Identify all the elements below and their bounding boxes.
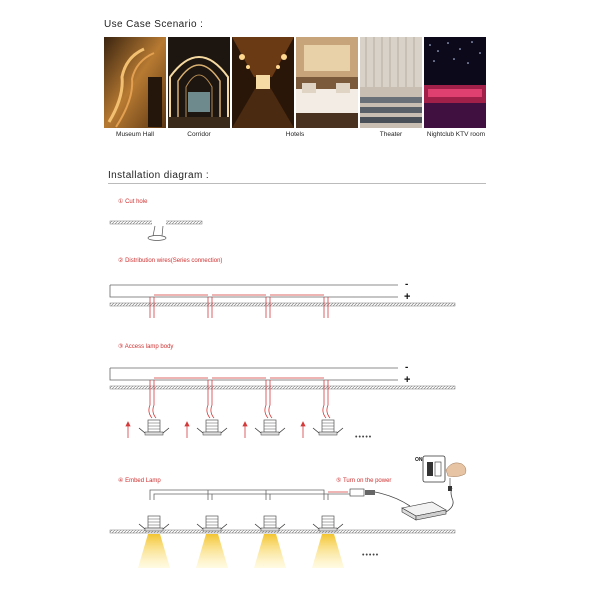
plus-sign: +	[404, 291, 411, 303]
caption-nightclub-ktv: Nightclub KTV room	[426, 131, 486, 138]
power-switch-icon	[415, 456, 445, 482]
connector-icon	[350, 489, 364, 496]
series-wires-step2	[150, 295, 328, 318]
minus-sign: -	[405, 279, 409, 290]
step-5-text: Turn on the power	[342, 478, 392, 484]
caption-corridor: Corridor	[187, 131, 211, 138]
lamps-step3	[139, 420, 343, 435]
switch-on-label: ON	[415, 457, 423, 463]
plus-sign-step3: +	[404, 374, 411, 386]
step-1-label	[118, 198, 148, 205]
step-3-label	[118, 343, 173, 350]
hand-icon	[446, 463, 466, 477]
step-3-text: Access lamp body	[124, 344, 174, 350]
more-lamps-dots-step4: •••••	[362, 552, 380, 559]
step-5-number: ⑤	[336, 478, 342, 484]
step-2-number: ②	[118, 258, 124, 264]
ceiling-board-step3	[110, 386, 455, 389]
step-5-label	[336, 477, 391, 484]
caption-museum-hall: Museum Hall	[116, 131, 154, 138]
caption-hotels: Hotels	[285, 131, 305, 138]
step-1-text: Cut hole	[125, 199, 148, 205]
embedded-lamps	[139, 516, 343, 531]
step-1-number: ①	[118, 199, 124, 205]
step-4-number: ④	[118, 478, 124, 484]
more-lamps-dots-step3: •••••	[355, 434, 373, 441]
step-4-label	[118, 477, 161, 484]
installation-title: Installation diagram :	[108, 170, 210, 181]
use-case-title: Use Case Scenario :	[104, 19, 204, 30]
cut-hole	[152, 220, 166, 225]
harness-step4	[150, 490, 350, 500]
step-2-label	[118, 257, 222, 264]
connector-plug	[365, 490, 375, 495]
step-4-text: Embed Lamp	[125, 478, 161, 484]
caption-theater: Theater	[379, 131, 403, 138]
ceiling-board-step2	[110, 303, 455, 306]
light-beams	[138, 534, 344, 568]
step-3-number: ③	[118, 344, 124, 350]
step-2-text: Distribution wires(Series connection)	[125, 258, 223, 264]
minus-sign-step3: -	[405, 362, 409, 373]
lamp-wires-step3	[149, 378, 330, 418]
hole-saw-icon	[153, 226, 163, 236]
